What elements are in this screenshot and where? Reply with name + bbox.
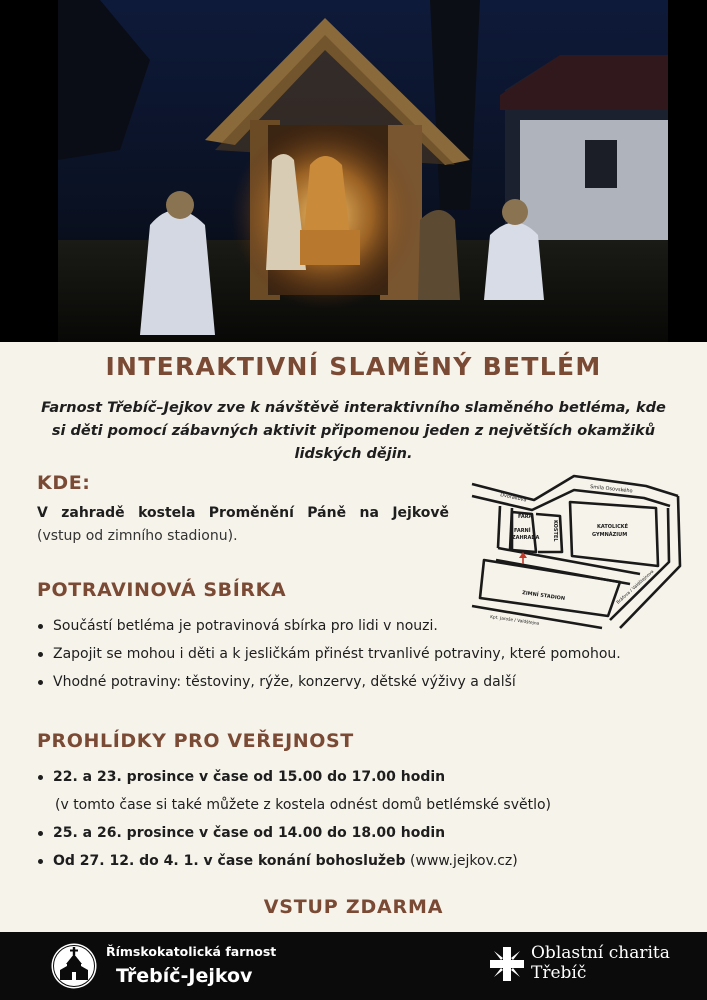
list-item: Součástí betléma je potravinová sbírka pro lidi v nouzi.	[37, 617, 621, 635]
map-label-katolicke: KATOLICKÉ	[597, 524, 629, 530]
parish-name-line1: Římskokatolická farnost	[106, 944, 277, 959]
charita-name-line1: Oblastní charita	[531, 943, 670, 963]
map-label-farni: FARNÍ	[514, 528, 531, 534]
tours-list	[37, 768, 551, 880]
page-title: INTERAKTIVNÍ SLAMĚNÝ BETLÉM	[105, 352, 602, 381]
tours-heading: PROHLÍDKY PRO VEŘEJNOST	[37, 730, 354, 752]
list-item: 25. a 26. prosince v čase od 14.00 do 18.00 hodin	[37, 824, 551, 842]
map-label-zahrada: ZAHRADA	[512, 535, 540, 541]
list-item-note: (v tomto čase si také můžete z kostela odnést domů betlémské světlo)	[55, 797, 551, 813]
map-label-gymnazium: GYMNÁZIUM	[592, 532, 628, 538]
parish-church-logo-icon	[50, 942, 98, 990]
location-map	[470, 456, 684, 634]
where-note: (vstup od zimního stadionu).	[37, 528, 238, 544]
map-label-street-top: Dvořákova	[499, 492, 528, 504]
nativity-photo	[0, 0, 707, 342]
where-section	[37, 502, 449, 548]
where-location: V zahradě kostela Proměnění Páně na Jejkově	[37, 505, 449, 521]
intro-text: Farnost Třebíč–Jejkov zve k návštěvě interaktivního slaměného betléma, kde si děti pomocí zábavných aktivit připomenou jeden z největších okamžiků lidských dějin.	[41, 400, 666, 462]
food-heading: POTRAVINOVÁ SBÍRKA	[37, 579, 287, 601]
food-list	[37, 617, 621, 701]
tours-item3-text: Od 27. 12. do 4. 1. v čase konání bohoslužeb	[53, 853, 406, 869]
map-label-street-bottom: Kpt. Jaroše / Valdštejna	[489, 615, 540, 627]
list-item: Zapojit se mohou i děti a k jesličkám přinést trvanlivé potraviny, které pomohou.	[37, 645, 621, 663]
parish-name-line2: Třebíč-Jejkov	[116, 965, 253, 987]
footer	[0, 932, 707, 1000]
charita-cross-logo-icon	[488, 945, 526, 983]
free-entry-label: VSTUP ZDARMA	[263, 896, 444, 918]
charita-name-line2: Třebíč	[531, 963, 587, 983]
list-item	[37, 852, 551, 870]
list-item: 22. a 23. prosince v čase od 15.00 do 17.00 hodin	[37, 768, 551, 786]
website-link[interactable]: (www.jejkov.cz)	[410, 853, 518, 869]
map-label-fara: FARA	[518, 514, 533, 520]
where-heading: KDE:	[37, 472, 91, 494]
map-label-kostel: KOSTEL	[552, 520, 558, 542]
map-label-street-right: Smila Osovského	[589, 484, 633, 495]
map-label-stadion: ZIMNÍ STADION	[521, 590, 566, 602]
map-label-street-side: Bráfova / Valdštejnova	[615, 569, 656, 606]
list-item: Vhodné potraviny: těstoviny, rýže, konzervy, dětské výživy a další	[37, 673, 621, 691]
